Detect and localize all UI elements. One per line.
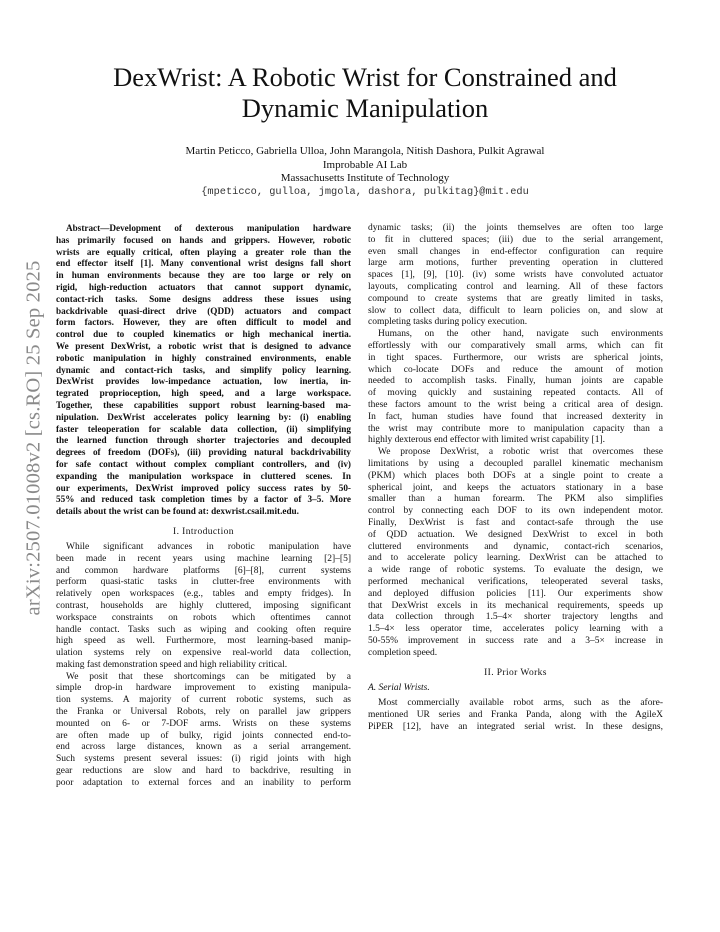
text-line: poor adaptation to external forces and an inability to perform (56, 777, 351, 788)
text-line: Finally, DexWrist is fast and contact-safe through the use (368, 517, 663, 528)
author-emails: {mpeticco, gulloa, jmgola, dashora, pulkitag}@mit.edu (201, 185, 529, 198)
paragraph (368, 329, 663, 447)
text-line: in tight spaces. Furthermore, our wrists are spherical joints, (368, 352, 663, 363)
text-line: form factors. However, they are often difficult to model and (56, 317, 351, 328)
text-line: slow to collect data, difficult to learn policies on, and slow at (368, 305, 663, 316)
paragraph (368, 698, 663, 733)
text-line: Most commercially available robot arms, such as the afore- (378, 698, 663, 709)
text-line: handle contact. Tasks such as wiping and cooking often require (56, 624, 351, 635)
text-line: which co-locate DOFs and reduce the amount of motion (368, 364, 663, 375)
text-line: and to accelerate policy learning. DexWrist can be attached to (368, 553, 663, 564)
text-line: nipulation. DexWrist accelerates policy learning by: (i) enabling (56, 411, 351, 422)
text-line: the Franka or Universal Robots, rely on parallel jaw grippers (56, 707, 351, 718)
text-line: relatively open workspaces (e.g., tables and empty fridges). In (56, 589, 351, 600)
text-line: mentioned UR series and Franka Panda, along with the AgileX (368, 710, 663, 721)
text-line: In fact, human studies have found that increased dexterity in (368, 411, 663, 422)
text-line: We propose DexWrist, a robotic wrist that overcomes these (378, 447, 663, 458)
text-line: limitations by using a decoupled parallel kinematic mechanism (368, 458, 663, 469)
section-heading-introduction: I. Introduction (173, 526, 234, 537)
text-line: large arm motions, further preventing operation in cluttered (368, 258, 663, 269)
author-list: Martin Peticco, Gabriella Ulloa, John Marangola, Nitish Dashora, Pulkit Agrawal (185, 145, 545, 157)
text-line: in human environments because they are too large or rely on (56, 270, 351, 281)
paragraph (56, 542, 351, 672)
paragraph (368, 447, 663, 659)
lab-name: Improbable AI Lab (322, 158, 408, 171)
text-line: perform quasi-static tasks in clutter-free environments with (56, 577, 351, 588)
text-line: contact-rich tasks. Some designs address these issues using (56, 293, 351, 304)
text-line: (PKM) which places both DOFs at a single point to create a (368, 470, 663, 481)
text-line: compound to create systems that are greatly limited in tasks, (368, 293, 663, 304)
paragraph (368, 223, 663, 329)
right-column (368, 223, 663, 734)
title-line: Dynamic Manipulation (241, 93, 489, 123)
subsection-heading-serial-wrists: A. Serial Wrists. (368, 683, 430, 694)
text-line: tegrated proprioception, high speed, and a large workspace. (56, 388, 351, 399)
text-line: degrees of freedom (DOFs), (iii) providing natural backdrivability (56, 447, 351, 458)
text-line: smaller than a human forearm. The PKM also simplifies (368, 494, 663, 505)
text-line: gear reductions are slow and hard to backdrive, resulting in (56, 766, 351, 777)
text-line: effortlessly with our comparatively small arms, which can fit (368, 340, 663, 351)
text-line: ulation systems rely on expensive real-world data collection, (56, 648, 351, 659)
text-line: needed to accomplish tasks. Finally, human joints are capable (368, 376, 663, 387)
text-line: layouts, complicating control and learning. All of these factors (368, 281, 663, 292)
text-line: Humans, on the other hand, navigate such environments (378, 329, 663, 340)
text-line: Abstract—Development of dexterous manipulation hardware (66, 223, 351, 233)
text-line: of QDD actuation. We designed DexWrist to excel in both (368, 529, 663, 540)
arxiv-identifier-text: arXiv:2507.01008v2 [cs.RO] 25 Sep 2025 (22, 260, 45, 616)
text-line: 50-55% improvement in success rate and a 3–5× increase in (368, 635, 663, 646)
text-line: for safe contact without complex compliant controllers, and (iv) (56, 458, 351, 469)
text-line: We present DexWrist, a robotic wrist that is designed to advance (56, 340, 351, 351)
text-line: mounted on 6- or 7-DOF arms. Wrists on these systems (56, 718, 351, 729)
text-line: the learned function through shorter trajectories and decoupled (56, 435, 351, 446)
text-line: these factors amount to the wrist being a critical area of design. (368, 399, 663, 410)
text-line: control by connecting each DOF to its own independent motor. (368, 506, 663, 517)
text-line: a wide range of robotic systems. To evaluate the design, we (368, 565, 663, 576)
text-line: robotic manipulation in highly constrained environments, enable (56, 352, 351, 363)
text-line: details about the wrist can be found at: dexwrist.csail.mit.edu. (56, 506, 299, 517)
text-line: expanding the manipulation workspace in cluttered scenes. In (56, 470, 351, 481)
text-line: workspace constraints on robots which oftentimes cannot (56, 612, 351, 623)
text-line: control due to coupled kinematics or high mechanical inertia. (56, 329, 351, 340)
arxiv-identifier (14, 228, 54, 648)
text-line: making fast demonstration speed and high reliability critical. (56, 659, 288, 670)
text-line: and deployed diffusion policies [11]. Our experiments show (368, 588, 663, 599)
text-line: highly dexterous end effector with limited wrist capability [1]. (368, 435, 605, 446)
text-line: backdrivable quasi-direct drive (QDD) actuators and compact (56, 305, 351, 316)
text-line: contrast, households are highly cluttered, imposing significant (56, 600, 351, 611)
text-line: high speed as well. Furthermore, most learning-based manip- (56, 636, 351, 647)
text-line: While significant advances in robotic manipulation have (66, 541, 351, 552)
text-line: 1.5–4× less operator time, accelerates policy learning with a (368, 624, 663, 635)
paper-title (60, 62, 670, 124)
title-line: DexWrist: A Robotic Wrist for Constrained and (113, 62, 617, 92)
text-line: We posit that these shortcomings can be mitigated by a (66, 671, 351, 682)
text-line: dynamic tasks; (ii) the joints themselves are often too large (368, 223, 663, 233)
text-line: spherical joint, and keeps the actuators stationary in a base (368, 482, 663, 493)
text-line: Such systems present several issues: (i) rigid joints with high (56, 754, 351, 765)
section-heading-prior-works: II. Prior Works (484, 668, 547, 679)
text-line: data collection through 1.5–4× shorter trajectory lengths and (368, 612, 663, 623)
text-line: tion systems. A majority of current robotic systems, such as (56, 695, 351, 706)
text-line: end across large distances, known as a serial arrangement. (56, 742, 351, 753)
text-line: of moving quickly and sustaining repeated contacts. All of (368, 388, 663, 399)
text-line: the wrist may contribute more to manipulation capacity than a (368, 423, 663, 434)
text-line: even small changes in end-effector configuration can require (368, 246, 663, 257)
text-line: dynamic and contact-rich tasks, and simplify policy learning. (56, 364, 351, 375)
text-line: been made in recent years using machine learning [2]–[5] (56, 553, 351, 564)
text-line: Together, these capabilities support robust learning-based ma- (56, 399, 351, 410)
text-line: cluttered environments and dynamic, contact-rich scenarios, (368, 541, 663, 552)
text-line: wrists are equally critical, often playing a greater role than the (56, 246, 351, 257)
text-line: completion speed. (368, 647, 438, 658)
abstract (56, 223, 351, 518)
text-line: PiPER [12], have an integrated serial wrist. In these designs, (368, 722, 663, 733)
author-block (60, 145, 670, 199)
text-line: rigid, high-reduction actuators that cannot support dynamic, (56, 281, 351, 292)
text-line: are often made up of bulky, rigid joints connected end-to- (56, 730, 351, 741)
left-column (56, 223, 351, 790)
text-line: performed mechanical verifications, teleoperated several tasks, (368, 576, 663, 587)
text-line: simple drop-in hardware improvement to existing manipula- (56, 683, 351, 694)
text-line: completing tasks during policy execution. (368, 317, 528, 328)
text-line: spaces [1], [9], [10]. (iv) some wrists have convoluted actuator (368, 270, 663, 281)
institution: Massachusetts Institute of Technology (280, 172, 450, 185)
text-line: 55% and reduced task completion times by a factor of 3–5. More (56, 494, 351, 505)
text-line: end effector itself [1]. Many conventional wrist designs fall short (56, 258, 351, 269)
text-line: and common hardware platforms [6]–[8], current systems (56, 565, 351, 576)
text-line: has primarily focused on hands and grippers. However, robotic (56, 234, 351, 245)
text-line: our experiments, DexWrist improved policy success rates by 50- (56, 482, 351, 493)
text-line: DexWrist provides low-impedance actuation, low inertia, in- (56, 376, 351, 387)
paragraph (56, 672, 351, 790)
text-line: faster teleoperation for scalable data collection, (ii) simplifying (56, 423, 351, 434)
text-line: that DexWrist excels in its mechanical requirements, speeds up (368, 600, 663, 611)
text-line: to fit in cluttered spaces; (iii) due to the serial arrangement, (368, 234, 663, 245)
